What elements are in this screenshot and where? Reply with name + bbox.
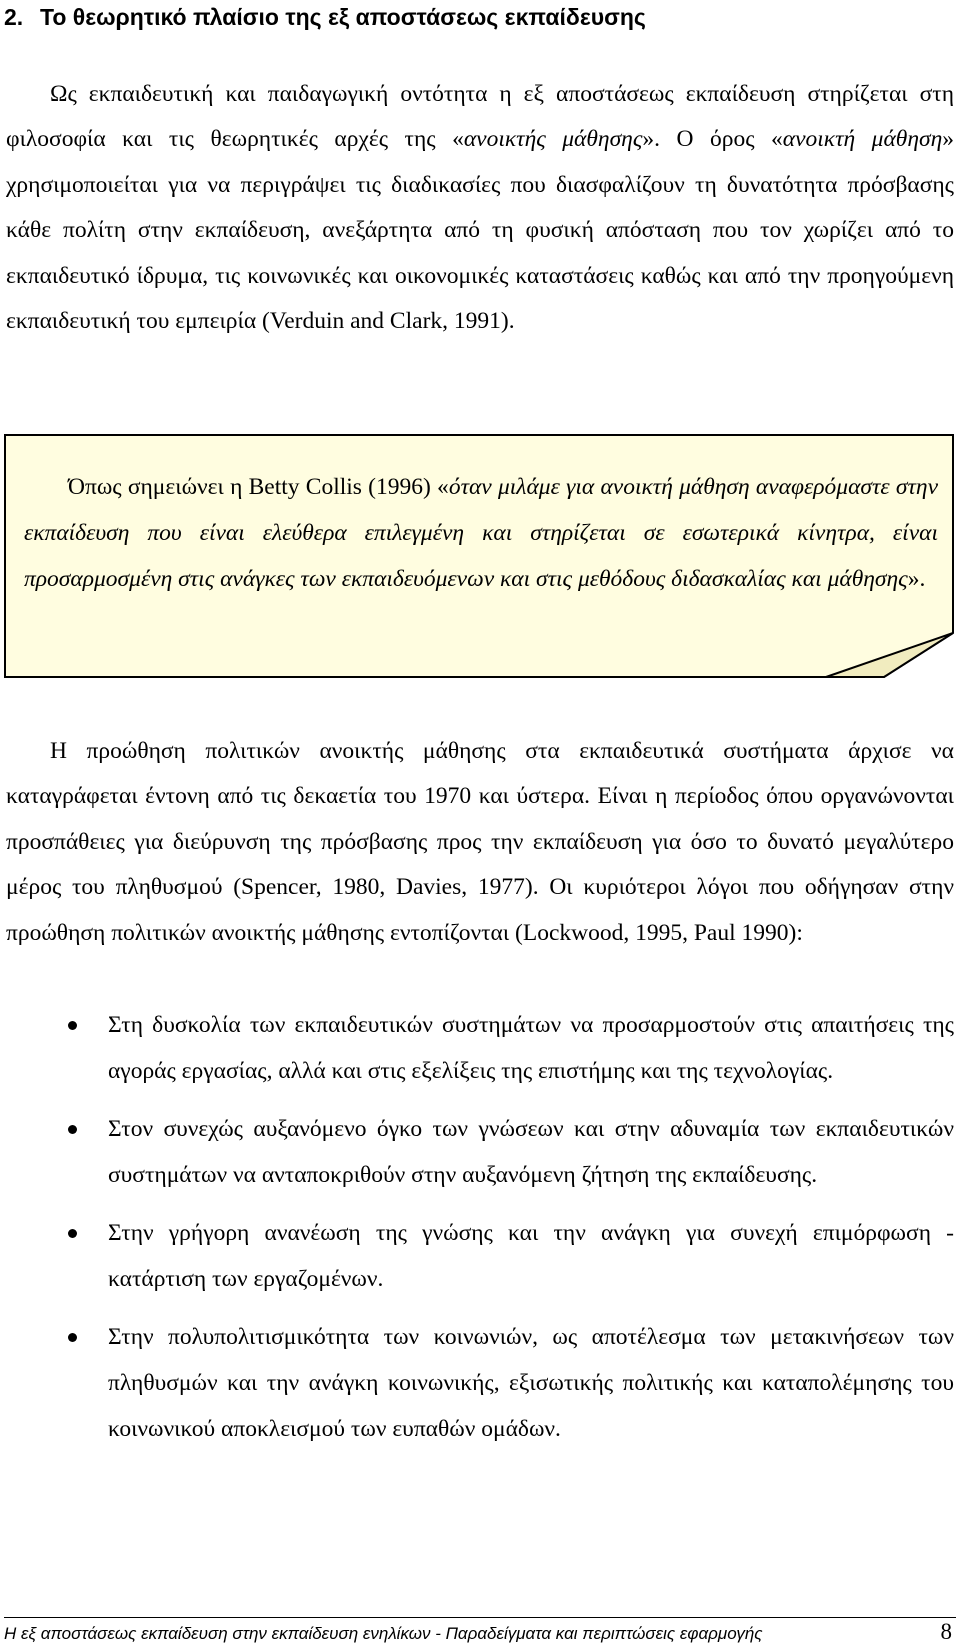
page-footer xyxy=(4,1619,956,1648)
body-paragraph-intro xyxy=(6,72,954,345)
reasons-list xyxy=(0,1002,960,1464)
paragraph-text: Ως εκπαιδευτική και παιδαγωγική οντότητα η εξ αποστάσεως εκπαίδευση στηρίζεται στη φιλοσοφία και τις θεωρητικές αρχές της « xyxy=(6,80,954,152)
list-item-text: Στην πολυπολιτισμικότητα των κοινωνιών, ως αποτέλεσμα των μετακινήσεων των πληθυσμών και την ανάγκη κοινωνικής, εξισωτικής πολιτικής και καταπολέμησης του κοινωνικού αποκλεισμού των ευπαθών ομάδων. xyxy=(108,1324,954,1442)
bullet-icon xyxy=(68,1229,77,1238)
paragraph-text: ». Ο όρος « xyxy=(642,126,783,152)
quote-italic-text: όταν μιλάμε για ανοικτή μάθηση αναφερόμαστε στην εκπαίδευση που είναι ελεύθερα επιλεγμένη και στηρίζεται σε εσωτερικά κίνητρα, είναι προσαρμοσμένη στις ανάγκες των εκπαιδευόμενων και στις μεθόδους διδασκαλίας και μάθησης xyxy=(24,473,939,592)
list-item xyxy=(0,1210,954,1302)
collis-quote xyxy=(24,464,938,602)
body-paragraph-policies: Η προώθηση πολιτικών ανοικτής μάθησης στα εκπαιδευτικά συστήματα άρχισε να καταγράφεται έντονη από τις δεκαετία του 1970 και ύστερα. Είναι η περίοδος όπου οργανώνονται προσπάθειες για διεύρυνση της πρόσβασης προς την εκπαίδευση για όσο το δυνατό μεγαλύτερο μέρος του πληθυσμού (Spencer, 1980, Davies, 1977). Οι κυριότεροι λόγοι που οδήγησαν στην προώθηση πολιτικών ανοικτής μάθησης εντοπίζονται (Lockwood, 1995, Paul 1990): xyxy=(6,737,954,946)
section-number: 2. xyxy=(4,4,24,30)
page-number: 8 xyxy=(940,1619,952,1644)
list-item xyxy=(0,1002,954,1094)
bullet-icon xyxy=(68,1333,77,1342)
list-item-text: Στον συνεχώς αυξανόμενο όγκο των γνώσεων και στην αδυναμία των εκπαιδευτικών συστημάτων να ανταποκριθούν στην αυξανόμενη ζήτηση της εκπαίδευσης. xyxy=(108,1116,954,1188)
list-item xyxy=(0,1314,954,1452)
quote-note-box xyxy=(4,434,954,678)
footer-divider xyxy=(4,1617,956,1618)
emphasis-term: ανοικτής μάθησης xyxy=(463,126,643,152)
list-item xyxy=(0,1106,954,1198)
quote-intro: Όπως σημειώνει η Betty Collis (1996) « xyxy=(68,473,449,500)
section-heading xyxy=(4,2,646,32)
quote-closing: ». xyxy=(907,565,926,592)
list-item-text: Στην γρήγορη ανανέωση της γνώσης και την ανάγκη για συνεχή επιμόρφωση - κατάρτιση των εργαζομένων. xyxy=(108,1220,954,1292)
paragraph-text: » χρησιμοποιείται για να περιγράψει τις διαδικασίες που διασφαλίζουν τη δυνατότητα πρόσβασης κάθε πολίτη στην εκπαίδευση, ανεξάρτητα από τη φυσική απόσταση που τον χωρίζει από το εκπαιδευτικό ίδρυμα, τις κοινωνικές και οικονομικές καταστάσεις καθώς και από την προηγούμενη εκπαιδευτική του εμπειρία (Verduin and Clark, 1991). xyxy=(6,126,954,334)
bullet-icon xyxy=(68,1125,77,1134)
emphasis-term: ανοικτή μάθηση xyxy=(782,126,943,152)
bullet-icon xyxy=(68,1021,77,1030)
list-item-text: Στη δυσκολία των εκπαιδευτικών συστημάτων να προσαρμοστούν στις απαιτήσεις της αγοράς εργασίας, αλλά και στις εξελίξεις της επιστήμης και της τεχνολογίας. xyxy=(108,1012,954,1084)
footer-title: Η εξ αποστάσεως εκπαίδευση στην εκπαίδευση ενηλίκων - Παραδείγματα και περιπτώσεις εφαρμογής xyxy=(4,1624,763,1643)
section-title: Το θεωρητικό πλαίσιο της εξ αποστάσεως εκπαίδευσης xyxy=(40,4,646,30)
